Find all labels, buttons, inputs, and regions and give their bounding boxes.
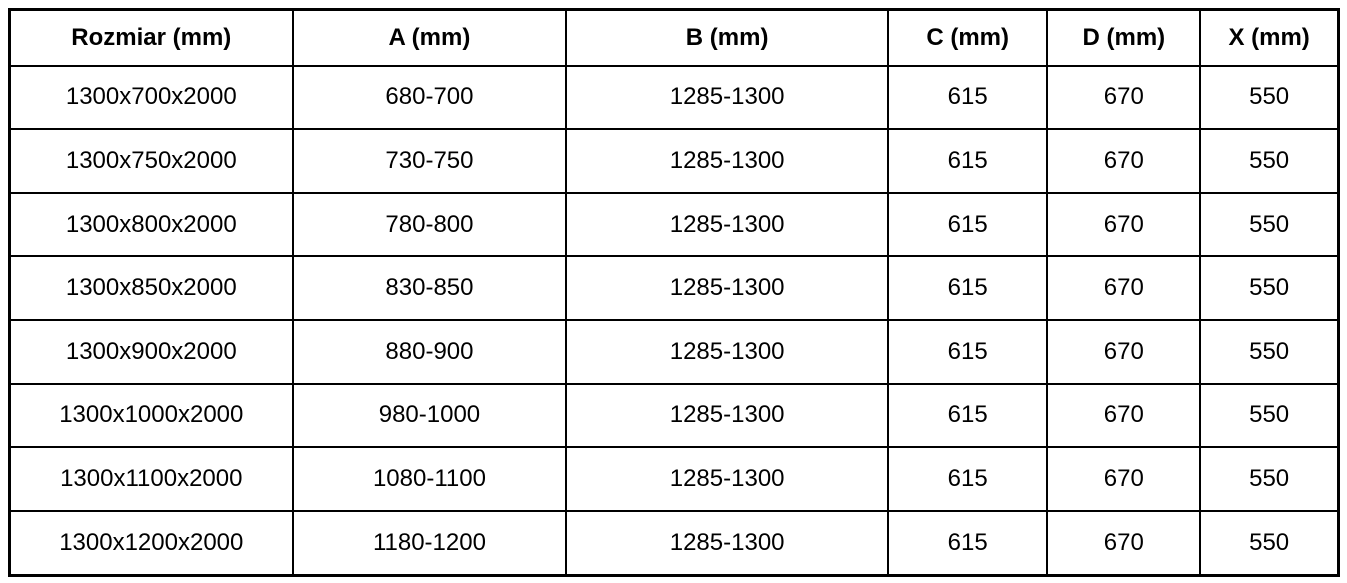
cell-d: 670 <box>1047 384 1200 448</box>
header-x: X (mm) <box>1200 10 1338 66</box>
cell-b: 1285-1300 <box>566 129 888 193</box>
cell-d: 670 <box>1047 193 1200 257</box>
cell-a: 980-1000 <box>293 384 567 448</box>
cell-x: 550 <box>1200 256 1338 320</box>
cell-b: 1285-1300 <box>566 256 888 320</box>
table-row <box>10 129 1339 193</box>
cell-d: 670 <box>1047 256 1200 320</box>
cell-c: 615 <box>888 66 1047 130</box>
table-row <box>10 193 1339 257</box>
cell-d: 670 <box>1047 66 1200 130</box>
cell-rozmiar: 1300x1100x2000 <box>10 447 293 511</box>
cell-d: 670 <box>1047 511 1200 576</box>
cell-a: 680-700 <box>293 66 567 130</box>
table-row <box>10 511 1339 576</box>
table-body <box>10 66 1339 576</box>
cell-c: 615 <box>888 256 1047 320</box>
cell-c: 615 <box>888 320 1047 384</box>
cell-x: 550 <box>1200 66 1338 130</box>
cell-b: 1285-1300 <box>566 193 888 257</box>
cell-a: 1180-1200 <box>293 511 567 576</box>
cell-c: 615 <box>888 193 1047 257</box>
cell-rozmiar: 1300x1200x2000 <box>10 511 293 576</box>
cell-b: 1285-1300 <box>566 384 888 448</box>
cell-x: 550 <box>1200 447 1338 511</box>
header-rozmiar: Rozmiar (mm) <box>10 10 293 66</box>
cell-d: 670 <box>1047 320 1200 384</box>
cell-rozmiar: 1300x700x2000 <box>10 66 293 130</box>
cell-a: 880-900 <box>293 320 567 384</box>
header-c: C (mm) <box>888 10 1047 66</box>
header-row <box>10 10 1339 66</box>
header-d: D (mm) <box>1047 10 1200 66</box>
cell-rozmiar: 1300x850x2000 <box>10 256 293 320</box>
cell-b: 1285-1300 <box>566 447 888 511</box>
cell-a: 780-800 <box>293 193 567 257</box>
cell-rozmiar: 1300x1000x2000 <box>10 384 293 448</box>
cell-x: 550 <box>1200 384 1338 448</box>
cell-x: 550 <box>1200 511 1338 576</box>
cell-rozmiar: 1300x800x2000 <box>10 193 293 257</box>
table-row <box>10 66 1339 130</box>
cell-c: 615 <box>888 447 1047 511</box>
cell-a: 1080-1100 <box>293 447 567 511</box>
cell-c: 615 <box>888 511 1047 576</box>
cell-b: 1285-1300 <box>566 320 888 384</box>
cell-c: 615 <box>888 384 1047 448</box>
table-header <box>10 10 1339 66</box>
table-row <box>10 384 1339 448</box>
cell-c: 615 <box>888 129 1047 193</box>
header-a: A (mm) <box>293 10 567 66</box>
cell-rozmiar: 1300x750x2000 <box>10 129 293 193</box>
cell-x: 550 <box>1200 129 1338 193</box>
cell-x: 550 <box>1200 193 1338 257</box>
cell-b: 1285-1300 <box>566 511 888 576</box>
table-row <box>10 320 1339 384</box>
cell-d: 670 <box>1047 447 1200 511</box>
cell-b: 1285-1300 <box>566 66 888 130</box>
cell-d: 670 <box>1047 129 1200 193</box>
cell-a: 730-750 <box>293 129 567 193</box>
cell-rozmiar: 1300x900x2000 <box>10 320 293 384</box>
cell-a: 830-850 <box>293 256 567 320</box>
table-row <box>10 256 1339 320</box>
cell-x: 550 <box>1200 320 1338 384</box>
header-b: B (mm) <box>566 10 888 66</box>
table-row <box>10 447 1339 511</box>
size-dimensions-table <box>8 8 1340 577</box>
